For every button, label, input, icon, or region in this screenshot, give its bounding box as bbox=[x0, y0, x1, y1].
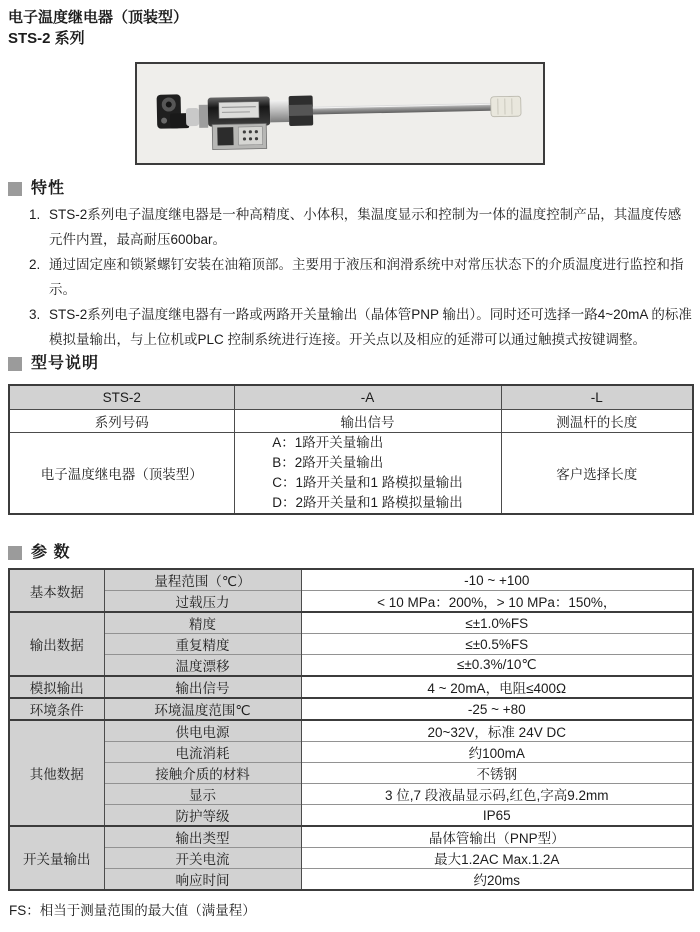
param-label: 输出类型 bbox=[104, 826, 301, 848]
features-heading: 特性 bbox=[31, 180, 66, 197]
param-label: 接触介质的材料 bbox=[104, 763, 301, 784]
output-option: B：2路开关量输出 bbox=[272, 454, 384, 470]
table-row bbox=[9, 698, 693, 720]
param-value: 3 位,7 段液晶显示码,红色,字高9.2mm bbox=[301, 784, 693, 805]
model-code-length: -L bbox=[501, 385, 693, 409]
section-heading-params bbox=[8, 545, 70, 561]
table-row bbox=[9, 385, 693, 409]
features-list bbox=[8, 202, 692, 352]
param-value: 20~32V，标准 24V DC bbox=[301, 720, 693, 742]
relay-body bbox=[208, 96, 271, 126]
table-row bbox=[9, 720, 693, 742]
param-label: 量程范围（℃） bbox=[104, 569, 301, 591]
output-option: C：1路开关量和1 路模拟量输出 bbox=[272, 474, 463, 490]
table-row bbox=[9, 742, 693, 763]
param-category: 环境条件 bbox=[9, 698, 104, 720]
display-unit bbox=[212, 123, 267, 149]
section-marker-icon bbox=[8, 182, 22, 196]
table-row bbox=[9, 805, 693, 827]
feature-text: 通过固定座和锁紧螺钉安装在油箱顶部。主要用于液压和润滑系统中对常压状态下的介质温度进行监控和指示。 bbox=[49, 257, 684, 297]
cable-connector bbox=[157, 94, 190, 129]
param-label: 显示 bbox=[104, 784, 301, 805]
length-cell: 客户选择长度 bbox=[501, 432, 693, 514]
param-label: 环境温度范围℃ bbox=[104, 698, 301, 720]
section-heading-features bbox=[8, 181, 65, 197]
param-value: ≤±1.0%FS bbox=[301, 612, 693, 634]
hex-nut bbox=[289, 96, 314, 126]
param-label: 供电电源 bbox=[104, 720, 301, 742]
param-category: 开关量输出 bbox=[9, 826, 104, 890]
param-label: 温度漂移 bbox=[104, 655, 301, 677]
feature-number: 2. bbox=[29, 257, 41, 272]
param-value: 不锈钢 bbox=[301, 763, 693, 784]
feature-item bbox=[8, 302, 692, 352]
model-code-table bbox=[8, 384, 694, 515]
param-category: 输出数据 bbox=[9, 612, 104, 676]
column-label: 系列号码 bbox=[9, 409, 234, 432]
doc-title-line2: STS-2 系列 bbox=[8, 30, 85, 47]
section-marker-icon bbox=[8, 357, 22, 371]
params-heading: 参 数 bbox=[31, 544, 71, 561]
param-category: 基本数据 bbox=[9, 569, 104, 612]
param-label: 精度 bbox=[104, 612, 301, 634]
param-label: 输出信号 bbox=[104, 676, 301, 698]
param-category: 其他数据 bbox=[9, 720, 104, 826]
param-value: ≤±0.5%FS bbox=[301, 634, 693, 655]
table-row bbox=[9, 612, 693, 634]
param-value: IP65 bbox=[301, 805, 693, 827]
table-row bbox=[9, 869, 693, 891]
fs-footnote: FS：相当于测量范围的最大值（满量程） bbox=[9, 903, 256, 918]
table-row bbox=[9, 634, 693, 655]
param-value: ≤±0.3%/10℃ bbox=[301, 655, 693, 677]
feature-text: STS-2系列电子温度继电器有一路或两路开关量输出（晶体管PNP 输出）。同时还可选择一路4~20mA 的标准模拟量输出，与上位机或PLC 控制系统进行连接。开关点以及相应的延滞可以通过触摸式按键调整。 bbox=[49, 307, 692, 347]
param-label: 重复精度 bbox=[104, 634, 301, 655]
param-value: 晶体管输出（PNP型） bbox=[301, 826, 693, 848]
table-row bbox=[9, 676, 693, 698]
table-row bbox=[9, 848, 693, 869]
doc-title-line1: 电子温度继电器（顶装型） bbox=[8, 9, 189, 26]
table-row bbox=[9, 591, 693, 613]
feature-text: STS-2系列电子温度继电器是一种高精度、小体积，集温度显示和控制为一体的温度控制产品，其温度传感元件内置，最高耐压600bar。 bbox=[49, 207, 682, 247]
section-heading-model bbox=[8, 356, 99, 372]
parameters-table bbox=[8, 568, 694, 891]
table-row bbox=[9, 655, 693, 677]
model-code-series: STS-2 bbox=[9, 385, 234, 409]
feature-number: 3. bbox=[29, 307, 41, 322]
param-label: 过载压力 bbox=[104, 591, 301, 613]
feature-item bbox=[8, 252, 692, 302]
table-row bbox=[9, 784, 693, 805]
param-value: 约100mA bbox=[301, 742, 693, 763]
param-value: -25 ~ +80 bbox=[301, 698, 693, 720]
table-row bbox=[9, 569, 693, 591]
column-label: 测温杆的长度 bbox=[501, 409, 693, 432]
table-row bbox=[9, 763, 693, 784]
output-options-list bbox=[272, 433, 463, 513]
param-category: 模拟输出 bbox=[9, 676, 104, 698]
section-marker-icon bbox=[8, 546, 22, 560]
model-code-output: -A bbox=[234, 385, 501, 409]
model-heading: 型号说明 bbox=[31, 355, 100, 372]
param-value: -10 ~ +100 bbox=[301, 569, 693, 591]
product-photo bbox=[135, 62, 545, 165]
param-label: 电流消耗 bbox=[104, 742, 301, 763]
doc-title bbox=[8, 7, 188, 49]
sensor-tip bbox=[491, 96, 521, 117]
feature-number: 1. bbox=[29, 207, 41, 222]
column-label: 输出信号 bbox=[234, 409, 501, 432]
table-row bbox=[9, 409, 693, 432]
param-label: 响应时间 bbox=[104, 869, 301, 891]
body-cylinder bbox=[270, 100, 289, 122]
param-label: 防护等级 bbox=[104, 805, 301, 827]
feature-item bbox=[8, 202, 692, 252]
table-row bbox=[9, 826, 693, 848]
output-option: A：1路开关量输出 bbox=[272, 434, 384, 450]
series-name-cell: 电子温度继电器（顶装型） bbox=[9, 432, 234, 514]
output-options-cell bbox=[234, 432, 501, 514]
collar-ring bbox=[186, 108, 199, 126]
output-option: D：2路开关量和1 路模拟量输出 bbox=[272, 494, 463, 510]
table-row bbox=[9, 432, 693, 514]
param-value: 最大1.2AC Max.1.2A bbox=[301, 848, 693, 869]
temperature-relay-illustration bbox=[137, 64, 543, 163]
param-value: 约20ms bbox=[301, 869, 693, 891]
param-value: < 10 MPa：200%，> 10 MPa：150%， bbox=[301, 591, 693, 613]
param-value: 4 ~ 20mA，电阻≤400Ω bbox=[301, 676, 693, 698]
param-label: 开关电流 bbox=[104, 848, 301, 869]
